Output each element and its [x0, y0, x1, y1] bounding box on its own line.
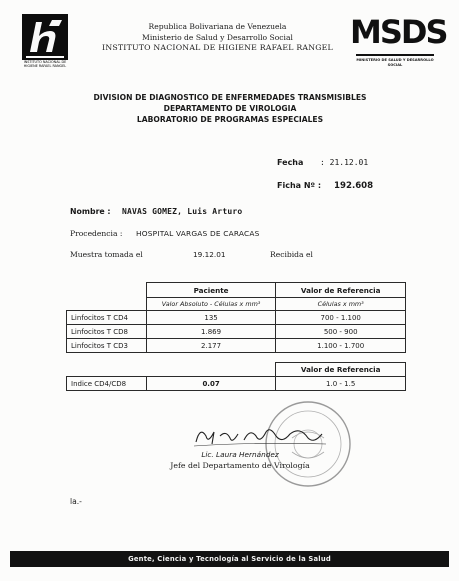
letterhead-line-3: INSTITUTO NACIONAL DE HIGIENE RAFAEL RANGEL — [102, 43, 333, 52]
msds-logo-subtitle: MINISTERIO DE SALUD Y DESARROLLO SOCIAL — [356, 58, 434, 67]
letterhead-line-2: Ministerio de Salud y Desarrollo Social — [142, 32, 293, 42]
col-header-paciente: Paciente — [146, 283, 276, 298]
inh-logo-text: INSTITUTO NACIONAL DE HIGIENE RAFAEL RANGEL — [23, 60, 67, 68]
fecha-label: Fecha — [277, 158, 304, 167]
department-heading — [60, 92, 400, 125]
inh-emblem-icon — [22, 14, 68, 60]
table-row — [67, 339, 406, 353]
signer-role: Jefe del Departamento de Virología — [170, 461, 310, 470]
muestra-label: Muestra tomada el — [70, 250, 143, 259]
muestra-value: 19.12.01 — [193, 250, 226, 259]
row-value: 0.07 — [146, 377, 276, 391]
row-reference: 500 - 900 — [276, 325, 406, 339]
footer-bar: Gente, Ciencia y Tecnología al Servicio de la Salud — [10, 551, 449, 567]
table-row — [67, 377, 406, 391]
fecha-value: : 21.12.01 — [320, 158, 369, 167]
table-row — [67, 325, 406, 339]
row-value: 135 — [146, 311, 276, 325]
col-header-referencia: Valor de Referencia — [276, 363, 406, 377]
col-subheader-paciente: Valor Absoluto - Células x mm³ — [146, 298, 276, 311]
table-row — [67, 311, 406, 325]
nombre-value: NAVAS GOMEZ, Luis Arturo — [122, 207, 243, 216]
cd4-cd8-index-table — [66, 362, 406, 391]
row-reference: 1.100 - 1.700 — [276, 339, 406, 353]
row-label: Indice CD4/CD8 — [67, 377, 147, 391]
msds-logo-text: MSDS — [350, 13, 447, 51]
table-corner-sub — [67, 298, 147, 311]
table-corner — [67, 283, 147, 298]
laboratory-title: LABORATORIO DE PROGRAMAS ESPECIALES — [136, 115, 324, 124]
nombre-label: Nombre : — [70, 207, 111, 216]
department-title: DEPARTAMENTO DE VIROLOGIA — [163, 104, 297, 113]
row-reference: 700 - 1.100 — [276, 311, 406, 325]
msds-logo-rule — [356, 54, 434, 56]
letterhead-text — [90, 22, 345, 54]
row-label: Linfocitos T CD3 — [67, 339, 147, 353]
ficha-value: 192.608 — [334, 181, 374, 191]
procedencia-label: Procedencia : — [70, 229, 123, 238]
col-subheader-referencia: Células x mm³ — [276, 298, 406, 311]
division-title: DIVISION DE DIAGNOSTICO DE ENFERMEDADES TRANSMISIBLES — [93, 93, 367, 102]
lymphocyte-table — [66, 282, 406, 353]
signature-scribble-icon — [190, 422, 330, 450]
signer-block — [150, 449, 330, 471]
col-header-referencia: Valor de Referencia — [276, 283, 406, 298]
row-value: 1.869 — [146, 325, 276, 339]
table-corner — [67, 363, 147, 377]
procedencia-value: HOSPITAL VARGAS DE CARACAS — [136, 229, 260, 238]
table-corner-2 — [146, 363, 276, 377]
ficha-label: Ficha Nº : — [277, 181, 322, 190]
row-label: Linfocitos T CD8 — [67, 325, 147, 339]
recibida-label: Recibida el — [270, 250, 313, 259]
typist-initials: la.- — [70, 497, 82, 506]
row-label: Linfocitos T CD4 — [67, 311, 147, 325]
msds-logo — [350, 13, 447, 70]
signer-name: Lic. Laura Hernández — [201, 450, 279, 459]
row-value: 2.177 — [146, 339, 276, 353]
row-reference: 1.0 - 1.5 — [276, 377, 406, 391]
inh-logo — [22, 14, 68, 70]
letterhead-line-1: Republica Bolivariana de Venezuela — [148, 22, 287, 31]
